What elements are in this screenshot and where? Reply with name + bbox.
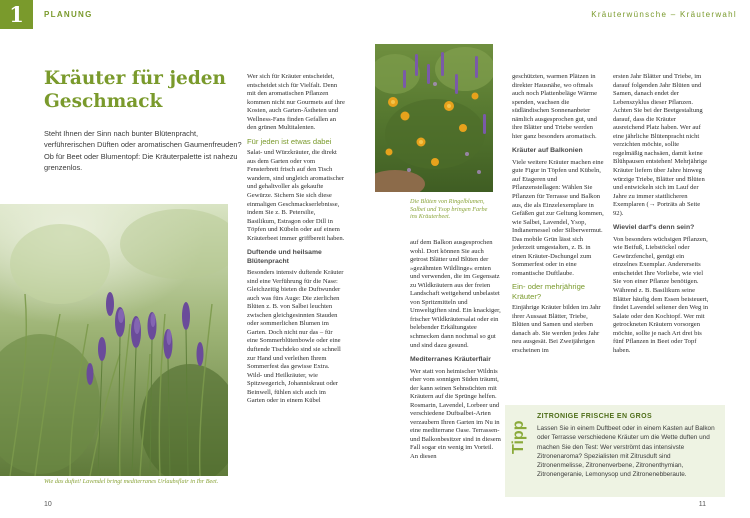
lavender-photo-caption: Wie das duftet! Lavendel bringt mediterranes Urlaubsflair in Ihr Beet. xyxy=(44,478,219,485)
section-label: PLANUNG xyxy=(44,10,93,19)
tip-text: Lassen Sie in einem Duftbeet oder in einem Kasten auf Balkon oder Terrasse verschiedene Kräuter um die Wette duften und machen Sie den Test: Wer verströmt das intensivste Zitronenaroma? Spezialisten mit Zitrusduft sind Zitronenmelisse, Zitronenverbene, Zitronenthymian, Zitronengeranie, Lemonysop und Zitronenebberaute. xyxy=(537,425,715,479)
subheading-green: Ein- oder mehrjährige Kräuter? xyxy=(512,282,586,301)
right-text-column-1 xyxy=(410,239,502,462)
flower-bed-photo-caption: Die Blüten von Ringelblumen, Salbei und Ysop bringen Farbe ins Kräuterbeet. xyxy=(410,198,488,221)
paragraph: geschützten, warmen Plätzen in direkter Hausnähe, wo oftmals auch noch Plattenbeläge Wärme spenden, wachsen die südländischen Sonnenanbeter nämlich ausgesprochen gut, und ihre Blätter und Triebe werden hier ganz besonders aromatisch. xyxy=(512,73,598,140)
paragraph: Viele weitere Kräuter machen eine gute Figur in Töpfen und Kübeln, auf Etageren und Pflanzenstellagen: Wählen Sie Pflanzen für Terrasse und Balkon aus, die als Einzelexemplare in Gefäßen gut zur Geltung kommen, wie Salbei, Lavendel, Ysop, Indianernessel oder Silberwermut. Das mobile Grün lässt sich jederzeit umgestalten, z. B. in einen Kräuter-Dschungel zum Sommerfest oder in eine romantische Duftlaube. xyxy=(512,158,604,277)
chapter-number-box: 1 xyxy=(0,0,33,29)
paragraph: ersten Jahr Blätter und Triebe, im darauf folgenden Jahr Blüten und Samen, danach endet der Lebenszyklus dieser Pflanzen. Achten Sie bei der Beetgestaltung darauf, dass die Kräuter ausreichend Platz haben. Wer auf eine jährliche Blütenpracht nicht verzichten möchte, sollte regelmäßig nachsäen, damit keine Blühpausen entstehen! Mehrjährige Kräuter liefern über Jahre hinweg würzige Triebe, Blätter und Blüten und entwickeln sich im Lauf der Jahre zu immer stattlicheren Exemplaren (→ Porträts ab Seite 92). xyxy=(613,73,708,217)
right-text-column-2 xyxy=(512,73,604,356)
flower-bed-photo xyxy=(375,44,493,192)
tip-label-text: Tipp xyxy=(510,420,527,454)
paragraph: Einjährige Kräuter bilden im Jahr ihrer Aussaat Blätter, Triebe, Blüten und Samen und sterben danach ab. Sie werden jedes Jahr neu ausgesät. Bei Zweijährigen erscheinen im xyxy=(512,304,601,354)
paragraph: Besonders intensiv duftende Kräuter sind eine Verführung für die Nase: Gleichzeitig bieten die Duftwunder auch was fürs Auge: Die zierlichen Blüten z. B. von Salbei leuchten zwischen gleichgesinnten Stauden oder sommerlichen Blumen im Garten. Doch nicht nur das – für eine Sommerblütenbowle oder eine duftende Tischdeko sind sie schnell zur Hand und verleihen Ihrem Sommerfest das gewisse Extra. xyxy=(247,269,344,371)
subheading-green: Für jeden ist etwas dabei xyxy=(247,136,332,146)
title-line-1: Kräuter für jeden xyxy=(44,68,226,89)
lavender-photo xyxy=(0,204,228,476)
title-line-2: Geschmack xyxy=(44,91,163,112)
subheading: Kräuter auf Balkonien xyxy=(512,147,583,155)
subheading: Duftende und heilsame Blütenpracht xyxy=(247,249,322,265)
page-number-left: 10 xyxy=(44,501,52,508)
paragraph: Von besonders wüchsigen Pflanzen, wie Beifuß, Liebstöckel oder Gewürzfenchel, genügt ein einzelnes Exemplar. Andererseits entscheidet Ihre Vorliebe, wie viel Sie von einer Pflanze benötigen. Während z. B. Basilikum seine Blätter häufig dem Essen beisteuert, findet Lavendel seltener den Weg in Salate oder den Kochtopf. Wer mit getrockneten Kräutern vorsorgen möchte, sollte je nach Art drei bis fünf Pflanzen in Beet oder Topf haben. xyxy=(613,235,709,354)
left-text-column xyxy=(247,73,345,406)
page-title xyxy=(44,67,244,113)
tip-label xyxy=(508,412,528,456)
tip-title: ZITRONIGE FRISCHE EN GROS xyxy=(537,413,653,420)
paragraph: Wild- und Heilkräuter, wie Spitzwegerich, Johanniskraut oder Beinwell, fühlen sich auch im Garten oder in einem Kübel xyxy=(247,371,339,405)
page-number-right: 11 xyxy=(698,501,706,508)
running-head-right: Kräuterwünsche – Kräuterwahl xyxy=(591,10,737,19)
paragraph: Wer sich für Kräuter entscheidet, entscheidet sich für Vielfalt. Denn mit den aromatischen Pflanzen kommen nicht nur Gourmets auf ihre Kosten, auch Garten-Ästheten und Wellness-Fans finden Gefallen an den grünen Multitalenten. xyxy=(247,73,345,132)
paragraph: Salat- und Würzkräuter, die direkt aus dem Garten oder vom Fensterbrett frisch auf den Tisch wandern, sind ungleich aromatischer und gehaltvoller als gekaufte Gewürze. Sichern Sie sich diese einmaligen Geschmackserlebnisse, indem Sie z. B. Petersilie, Basilikum, Estragon oder Dill in Töpfen und Kübeln oder auf einem Kräuterbeet immer griffbereit haben. xyxy=(247,149,345,242)
intro-paragraph: Steht Ihnen der Sinn nach bunter Blütenpracht, verführerischen Düften oder aromatischen Gaumenfreuden? Ob für Beet oder Blumentopf: Die Kräuterpalette ist nahezu grenzenlos. xyxy=(44,129,242,173)
subheading: Wieviel darf's denn sein? xyxy=(613,224,695,232)
right-text-column-3 xyxy=(613,73,709,355)
paragraph: Wer statt von heimischer Wildnis eher vom sonnigen Süden träumt, der kann seinen Sehnsüchten mit Kräutern auf die Sprünge helfen. Rosmarin, Lavendel, Lorbeer und verschiedene Duftsalbei-Arten verzaubern Ihren Garten im Nu in eine mediterrane Oase. Terrassen- und Balkonbesitzer sind in diesem Fall sogar ein wenig im Vorteil. An diesen xyxy=(410,367,501,460)
paragraph: auf dem Balkon ausgesprochen wohl. Dort können Sie auch getrost Blätter und Blüten der »gezähmten Wildlinge« ernten und verwenden, die im Gegensatz zu Wildkräutern aus der freien Landschaft weitgehend unbelastet von Spritzmitteln und Umweltgiften sind. Ein knackiger, frischer Wildkräutersalat oder ein belebender Erkältungstee schmecken dann nochmal so gut und sind dazu gesund. xyxy=(410,239,501,349)
subheading: Mediterranes Kräuterflair xyxy=(410,356,491,364)
